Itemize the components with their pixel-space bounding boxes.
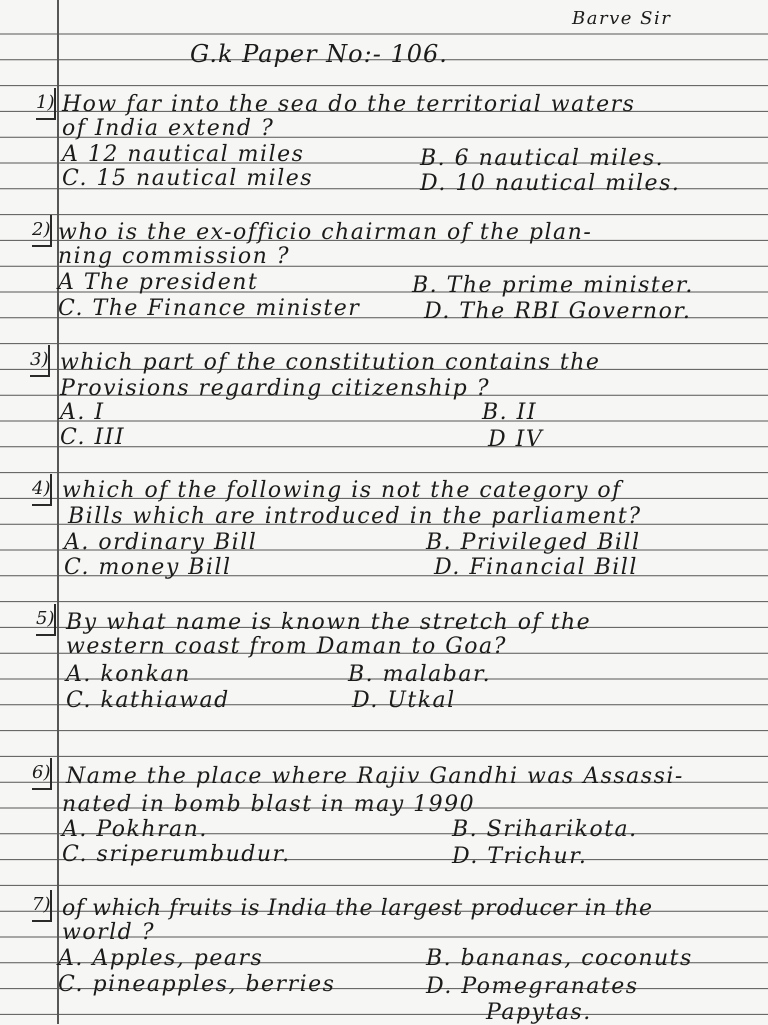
- option-d: D. Pomegranates: [426, 974, 639, 999]
- option-d: D. The RBI Governor.: [424, 299, 692, 324]
- option-b: B. The prime minister.: [412, 273, 694, 298]
- question-text-line: of which fruits is India the largest producer in the: [62, 896, 653, 921]
- question-text-line: western coast from Daman to Goa?: [66, 634, 507, 659]
- option-d: D. Financial Bill: [434, 555, 638, 580]
- question-text-line: world ?: [62, 920, 155, 945]
- question-text-line: who is the ex-officio chairman of the plan-: [58, 220, 593, 245]
- option-b: B. II: [482, 400, 538, 425]
- question-number: 2): [32, 219, 51, 240]
- option-d: D. 10 nautical miles.: [420, 171, 681, 196]
- option-c: C. The Finance minister: [58, 296, 361, 321]
- option-b: B. Privileged Bill: [426, 530, 641, 555]
- question-text-line: of India extend ?: [62, 116, 275, 141]
- question-text-line: How far into the sea do the territorial waters: [62, 92, 636, 117]
- question-text-line: which part of the constitution contains the: [60, 350, 601, 375]
- question-text-line: nated in bomb blast in may 1990: [62, 792, 476, 817]
- option-d: D. Trichur.: [452, 844, 588, 869]
- option-a: A. I: [60, 400, 105, 425]
- option-b: B. 6 nautical miles.: [420, 146, 665, 171]
- question-number: 7): [32, 894, 51, 915]
- option-a: A 12 nautical miles: [62, 142, 305, 167]
- question-text-line: Name the place where Rajiv Gandhi was Assassi-: [66, 764, 684, 789]
- option-b: B. Sriharikota.: [452, 817, 638, 842]
- option-a: A. konkan: [66, 662, 191, 687]
- question-text-line: Provisions regarding citizenship ?: [60, 376, 491, 401]
- question-number: 1): [36, 92, 55, 113]
- option-b: B. bananas, coconuts: [426, 946, 693, 971]
- author-signature: Barve Sir: [572, 8, 672, 29]
- question-text-line: which of the following is not the category of: [62, 478, 622, 503]
- question-number: 4): [32, 478, 51, 499]
- question-number: 3): [30, 349, 49, 370]
- option-a: A. Pokhran.: [62, 817, 208, 842]
- option-c: C. sriperumbudur.: [62, 842, 291, 867]
- option-c: C. pineapples, berries: [58, 972, 336, 997]
- question-number: 5): [36, 608, 55, 629]
- question-text-line: By what name is known the stretch of the: [66, 610, 592, 635]
- question-text-line: ning commission ?: [58, 244, 291, 269]
- option-a: A. Apples, pears: [58, 946, 264, 971]
- option-c: C. 15 nautical miles: [62, 166, 314, 191]
- option-b: B. malabar.: [348, 662, 492, 687]
- option-c: C. kathiawad: [66, 688, 230, 713]
- question-text-line: Bills which are introduced in the parliament?: [68, 504, 642, 529]
- page-title: G.k Paper No:- 106.: [190, 40, 448, 68]
- option-d: D. Utkal: [352, 688, 456, 713]
- option-d: D IV: [488, 427, 544, 452]
- question-number: 6): [32, 762, 51, 783]
- option-c: C. III: [60, 425, 126, 450]
- option-a: A. ordinary Bill: [64, 530, 258, 555]
- option-c: C. money Bill: [64, 555, 232, 580]
- option-a: A The president: [58, 270, 259, 295]
- option-d-continued: Papytas.: [486, 1000, 592, 1025]
